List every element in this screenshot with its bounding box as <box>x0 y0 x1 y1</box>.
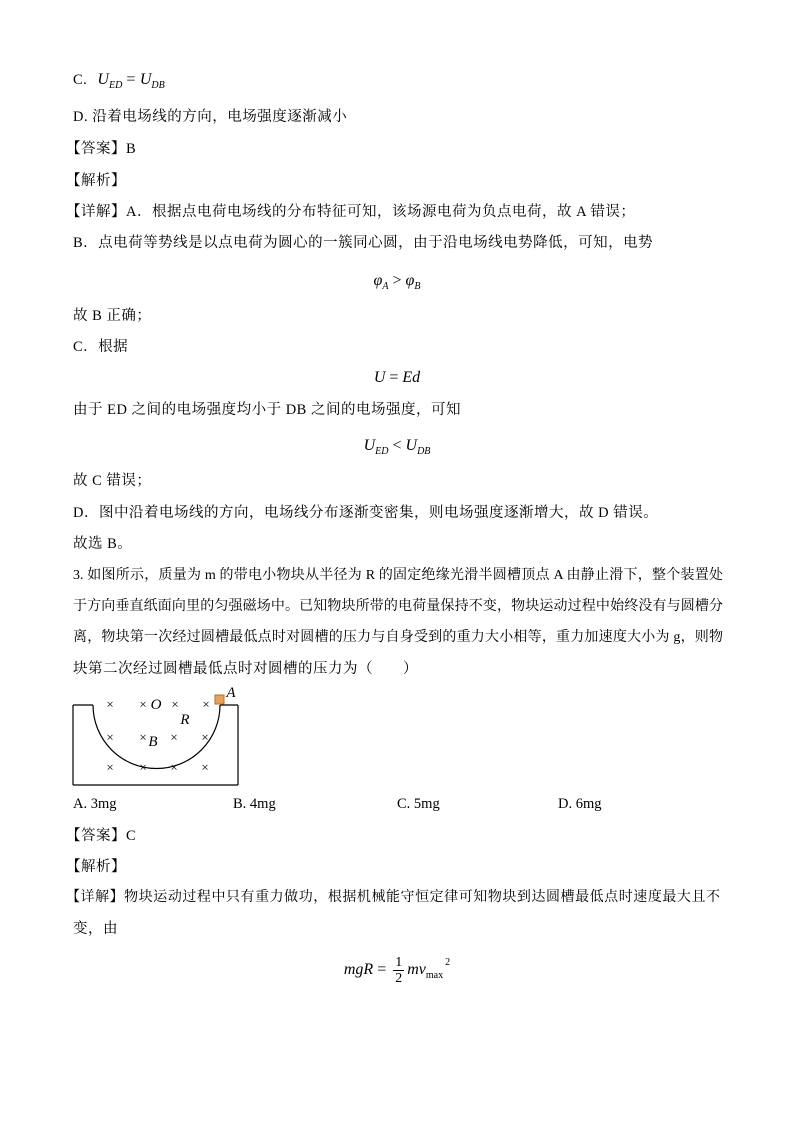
field-cross-mark: × <box>170 759 178 775</box>
voltage-symbol: U <box>139 71 152 88</box>
equation-lhs: U <box>373 369 386 386</box>
mass-velocity-term: mv <box>407 961 426 978</box>
field-cross-mark: × <box>139 729 147 745</box>
fraction-numerator: 1 <box>395 955 403 971</box>
option-b: B. 4mg <box>233 796 276 812</box>
field-cross-mark: × <box>106 696 114 712</box>
equals-sign: = <box>389 369 399 386</box>
voltage-subscript: DB <box>151 80 165 91</box>
detail-line: 变，由 <box>73 921 118 937</box>
voltage-inequality <box>73 434 721 458</box>
detail-line-a: 【详解】A．根据点电荷电场线的分布特征可知，该场源电荷为负点电荷，故 A 错误； <box>66 204 636 220</box>
point-b-label: B <box>148 734 158 750</box>
voltage-symbol: U <box>97 71 109 88</box>
equation-lhs: mgR <box>343 961 374 978</box>
equals-sign: = <box>377 961 387 978</box>
detail-line: 【详解】物块运动过程中只有重力做功，根据机械能守恒定律可知物块到达圆槽最低点时速度最大且不 <box>66 890 720 905</box>
field-cross-mark: × <box>170 729 178 745</box>
voltage-subscript: DB <box>417 446 431 457</box>
option-c-label: C. <box>73 72 88 88</box>
phi-symbol: φ <box>373 272 383 289</box>
square-exponent: 2 <box>445 957 451 968</box>
voltage-symbol: U <box>363 437 376 454</box>
answer-options <box>0 794 794 814</box>
answer-label: 【答案】C <box>66 828 137 844</box>
option-c: C. 5mg <box>397 796 440 812</box>
detail-line-b: B．点电荷等势线是以点电荷为圆心的一簇同心圆，由于沿电场线电势降低，可知，电势 <box>73 235 654 251</box>
detail-line-c2: 由于 ED 之间的电场强度均小于 DB 之间的电场强度，可知 <box>73 402 461 418</box>
phi-subscript: A <box>382 281 389 292</box>
trough-figure <box>66 680 246 792</box>
final-choice: 故选 B。 <box>73 536 133 552</box>
option-c-equation <box>97 71 165 91</box>
conclusion-c: 故 C 错误； <box>73 473 152 489</box>
equation-rhs: Ed <box>402 369 421 386</box>
field-cross-mark: × <box>106 729 114 745</box>
option-d: D. 6mg <box>558 796 602 812</box>
point-a-label: A <box>226 685 236 701</box>
analysis-heading: 【解析】 <box>66 859 126 875</box>
charged-block <box>215 695 224 704</box>
field-cross-mark: × <box>139 759 147 775</box>
field-equation <box>73 366 721 390</box>
option-c-line <box>73 70 165 90</box>
field-cross-mark: × <box>201 759 209 775</box>
question-stem-line: 3. 如图所示，质量为 m 的带电小物块从半径为 R 的固定绝缘光滑半圆槽顶点 A 由静止滑下，整个装置处 <box>73 568 723 583</box>
field-cross-mark: × <box>106 759 114 775</box>
energy-equation <box>73 950 721 990</box>
option-d-line: D. 沿着电场线的方向，电场强度逐渐减小 <box>73 109 348 125</box>
field-cross-mark: × <box>201 729 209 745</box>
phi-symbol: φ <box>405 272 415 289</box>
detail-line-d: D．图中沿着电场线的方向，电场线分布逐渐变密集，则电场强度逐渐增大，故 D 错误。 <box>73 505 659 521</box>
question-stem-line: 块第二次经过圆槽最低点时对圆槽的压力为（ ） <box>73 661 418 677</box>
question-stem-line: 于方向垂直纸面向里的匀强磁场中。已知物块所带的电荷量保持不变，物块运动过程中始终没有与圆槽分 <box>73 599 723 614</box>
fraction-denominator: 2 <box>395 971 403 987</box>
center-o-label: O <box>150 697 162 713</box>
potential-inequality <box>73 269 721 293</box>
equals-sign: = <box>126 71 136 88</box>
field-cross-mark: × <box>202 696 210 712</box>
question-stem-line: 离，物块第一次经过圆槽最低点时对圆槽的压力与自身受到的重力大小相等，重力加速度大小为 g，则物 <box>73 630 723 645</box>
answer-label: 【答案】B <box>66 141 137 157</box>
radius-r-label: R <box>180 712 190 728</box>
detail-line-c: C．根据 <box>73 339 129 355</box>
option-a: A. 3mg <box>73 796 117 812</box>
conclusion-b: 故 B 正确； <box>73 308 152 324</box>
greater-than-sign: > <box>392 272 402 289</box>
field-cross-mark: × <box>139 696 147 712</box>
analysis-heading: 【解析】 <box>66 173 126 189</box>
less-than-sign: < <box>392 437 402 454</box>
velocity-subscript: max <box>425 970 444 981</box>
phi-subscript: B <box>414 281 421 292</box>
field-cross-mark: × <box>171 696 179 712</box>
voltage-subscript: ED <box>108 80 123 91</box>
voltage-subscript: ED <box>375 446 389 457</box>
voltage-symbol: U <box>405 437 418 454</box>
one-half-fraction <box>393 955 404 986</box>
